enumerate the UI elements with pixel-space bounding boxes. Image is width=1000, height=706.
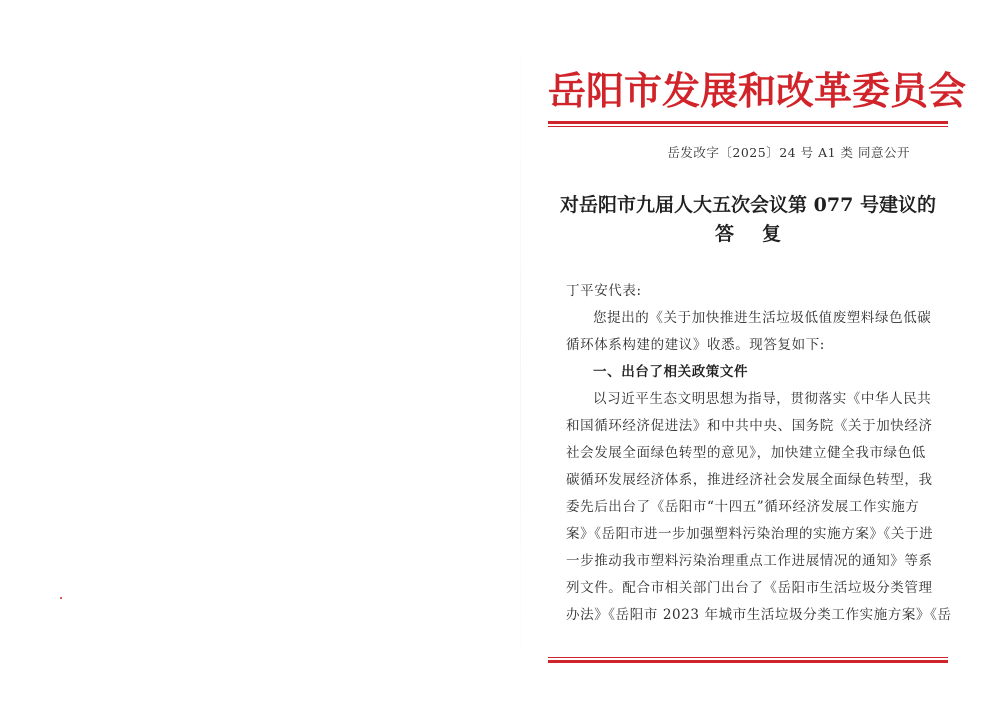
document-body	[566, 278, 952, 629]
organization-header: 岳阳市发展和改革委员会	[548, 68, 967, 113]
red-rule-thin	[548, 657, 948, 658]
paragraph-line: 案》《岳阳市进一步加强塑料污染治理的实施方案》《关于进	[566, 526, 934, 542]
red-rule-thick	[548, 660, 948, 663]
paragraph-line: 列文件。配合市相关部门出台了《岳阳市生活垃圾分类管理	[566, 580, 933, 596]
document-title-line2: 答复	[714, 223, 809, 245]
document-title-line1: 对岳阳市九届人大五次会议第 077 号建议的	[560, 194, 936, 216]
paragraph-line: 碳循环发展经济体系，推进经济社会发展全面绿色转型，我	[566, 472, 933, 488]
header-red-rule	[548, 121, 948, 127]
paragraph-line: 循环体系构建的建议》收悉。现答复如下:	[566, 337, 825, 353]
red-rule-thick	[548, 121, 948, 124]
paragraph-line: 一步推动我市塑料污染治理重点工作进展情况的通知》等系	[566, 553, 933, 569]
paragraph-line: 您提出的《关于加快推进生活垃圾低值废塑料绿色低碳	[593, 310, 932, 326]
red-rule-thin	[548, 126, 948, 127]
section-heading: 一、出台了相关政策文件	[593, 364, 749, 380]
scan-speck	[60, 597, 62, 599]
paragraph-line: 和国循环经济促进法》和中共中央、国务院《关于加快经济	[566, 418, 933, 434]
paragraph-line: 委先后出台了《岳阳市“十四五”循环经济发展工作实施方	[566, 499, 920, 515]
paragraph-line: 办法》《岳阳市 2023 年城市生活垃圾分类工作实施方案》《岳	[566, 607, 952, 623]
salutation: 丁平安代表:	[566, 283, 642, 299]
footer-red-rule	[548, 657, 948, 663]
document-number: 岳发改字〔2025〕24 号 A1 类 同意公开	[667, 145, 910, 160]
paragraph-line: 以习近平生态文明思想为指导，贯彻落实《中华人民共	[593, 391, 932, 407]
paragraph-line: 社会发展全面绿色转型的意见》，加快建立健全我市绿色低	[566, 445, 926, 461]
page-fold	[520, 0, 521, 706]
